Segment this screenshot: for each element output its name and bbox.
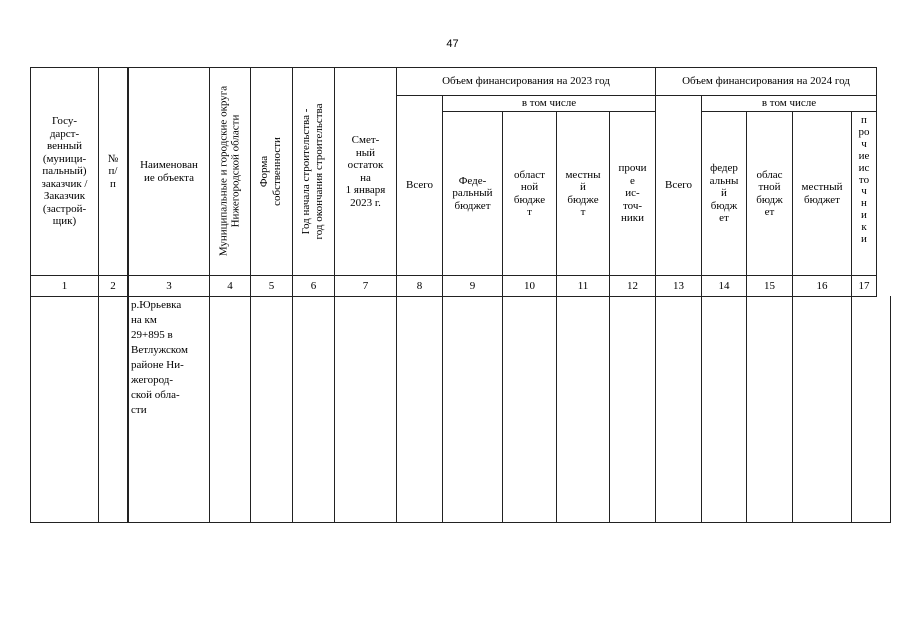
column-number: 5: [268, 279, 275, 292]
header-municipal-district: Муниципальные и городские округа Нижегородской области: [217, 85, 242, 257]
column-number: 7: [362, 279, 369, 292]
header-funding-2023-local: местны й бюдже т: [565, 168, 601, 218]
column-number: 11: [577, 279, 589, 292]
column-number: 6: [310, 279, 317, 292]
grid-line-h: [30, 296, 877, 297]
header-ownership-form: Форма собственности: [258, 137, 283, 206]
header-funding-2023-total: Всего: [406, 179, 433, 192]
header-funding-2024-local: местный бюджет: [801, 181, 843, 206]
header-estimated-balance: Смет- ный остаток на 1 января 2023 г.: [345, 134, 386, 209]
header-funding-2023-other: прочи е ис- точ- ники: [618, 162, 647, 225]
header-funding-2024-other: п ро ч ие ис то ч н и к и: [858, 114, 870, 246]
header-construction-years: Год начала строительства - год окончания строительства: [300, 103, 325, 240]
column-number: 14: [718, 279, 730, 292]
column-number: 10: [524, 279, 535, 292]
column-number: 16: [816, 279, 828, 292]
column-number: 15: [764, 279, 775, 292]
column-number: 9: [469, 279, 476, 292]
header-funding-2024-total: Всего: [665, 179, 692, 192]
column-number: 8: [416, 279, 423, 292]
column-number: 4: [227, 279, 233, 292]
page-number: 47: [446, 38, 459, 50]
column-number: 1: [61, 279, 68, 292]
header-funding-2023-including: в том числе: [521, 97, 577, 110]
header-funding-2024-federal: федер альны й бюдж ет: [709, 162, 739, 225]
column-number: 12: [627, 279, 638, 292]
grid-line-v: [876, 67, 877, 297]
column-number: 2: [110, 279, 116, 292]
header-funding-2023-title: Объем финансирования на 2023 год: [442, 75, 610, 88]
grid-line-v: [890, 296, 891, 523]
header-funding-2024-regional: облас тной бюдж ет: [756, 168, 783, 218]
header-object-name: Наименован ие объекта: [140, 159, 198, 184]
header-funding-2023-federal: Феде- ральный бюджет: [452, 174, 493, 212]
header-customer: Госу- дарст- венный (муници- пальный) заказчик / Заказчик (застрой- щик): [41, 115, 88, 228]
header-funding-2023-regional: област ной бюдже т: [513, 168, 546, 218]
column-number: 3: [166, 279, 172, 292]
column-number: 13: [673, 279, 684, 292]
header-funding-2024-title: Объем финансирования на 2024 год: [682, 75, 850, 88]
header-funding-2024-including: в том числе: [761, 97, 817, 110]
table-border-bottom: [30, 522, 891, 523]
table-cell-object-name: р.Юрьевка на км 29+895 в Ветлужском районе Ни- жегород- ской обла- сти: [131, 299, 188, 416]
header-row-number: № п/ п: [107, 152, 119, 190]
column-number: 17: [858, 279, 870, 292]
